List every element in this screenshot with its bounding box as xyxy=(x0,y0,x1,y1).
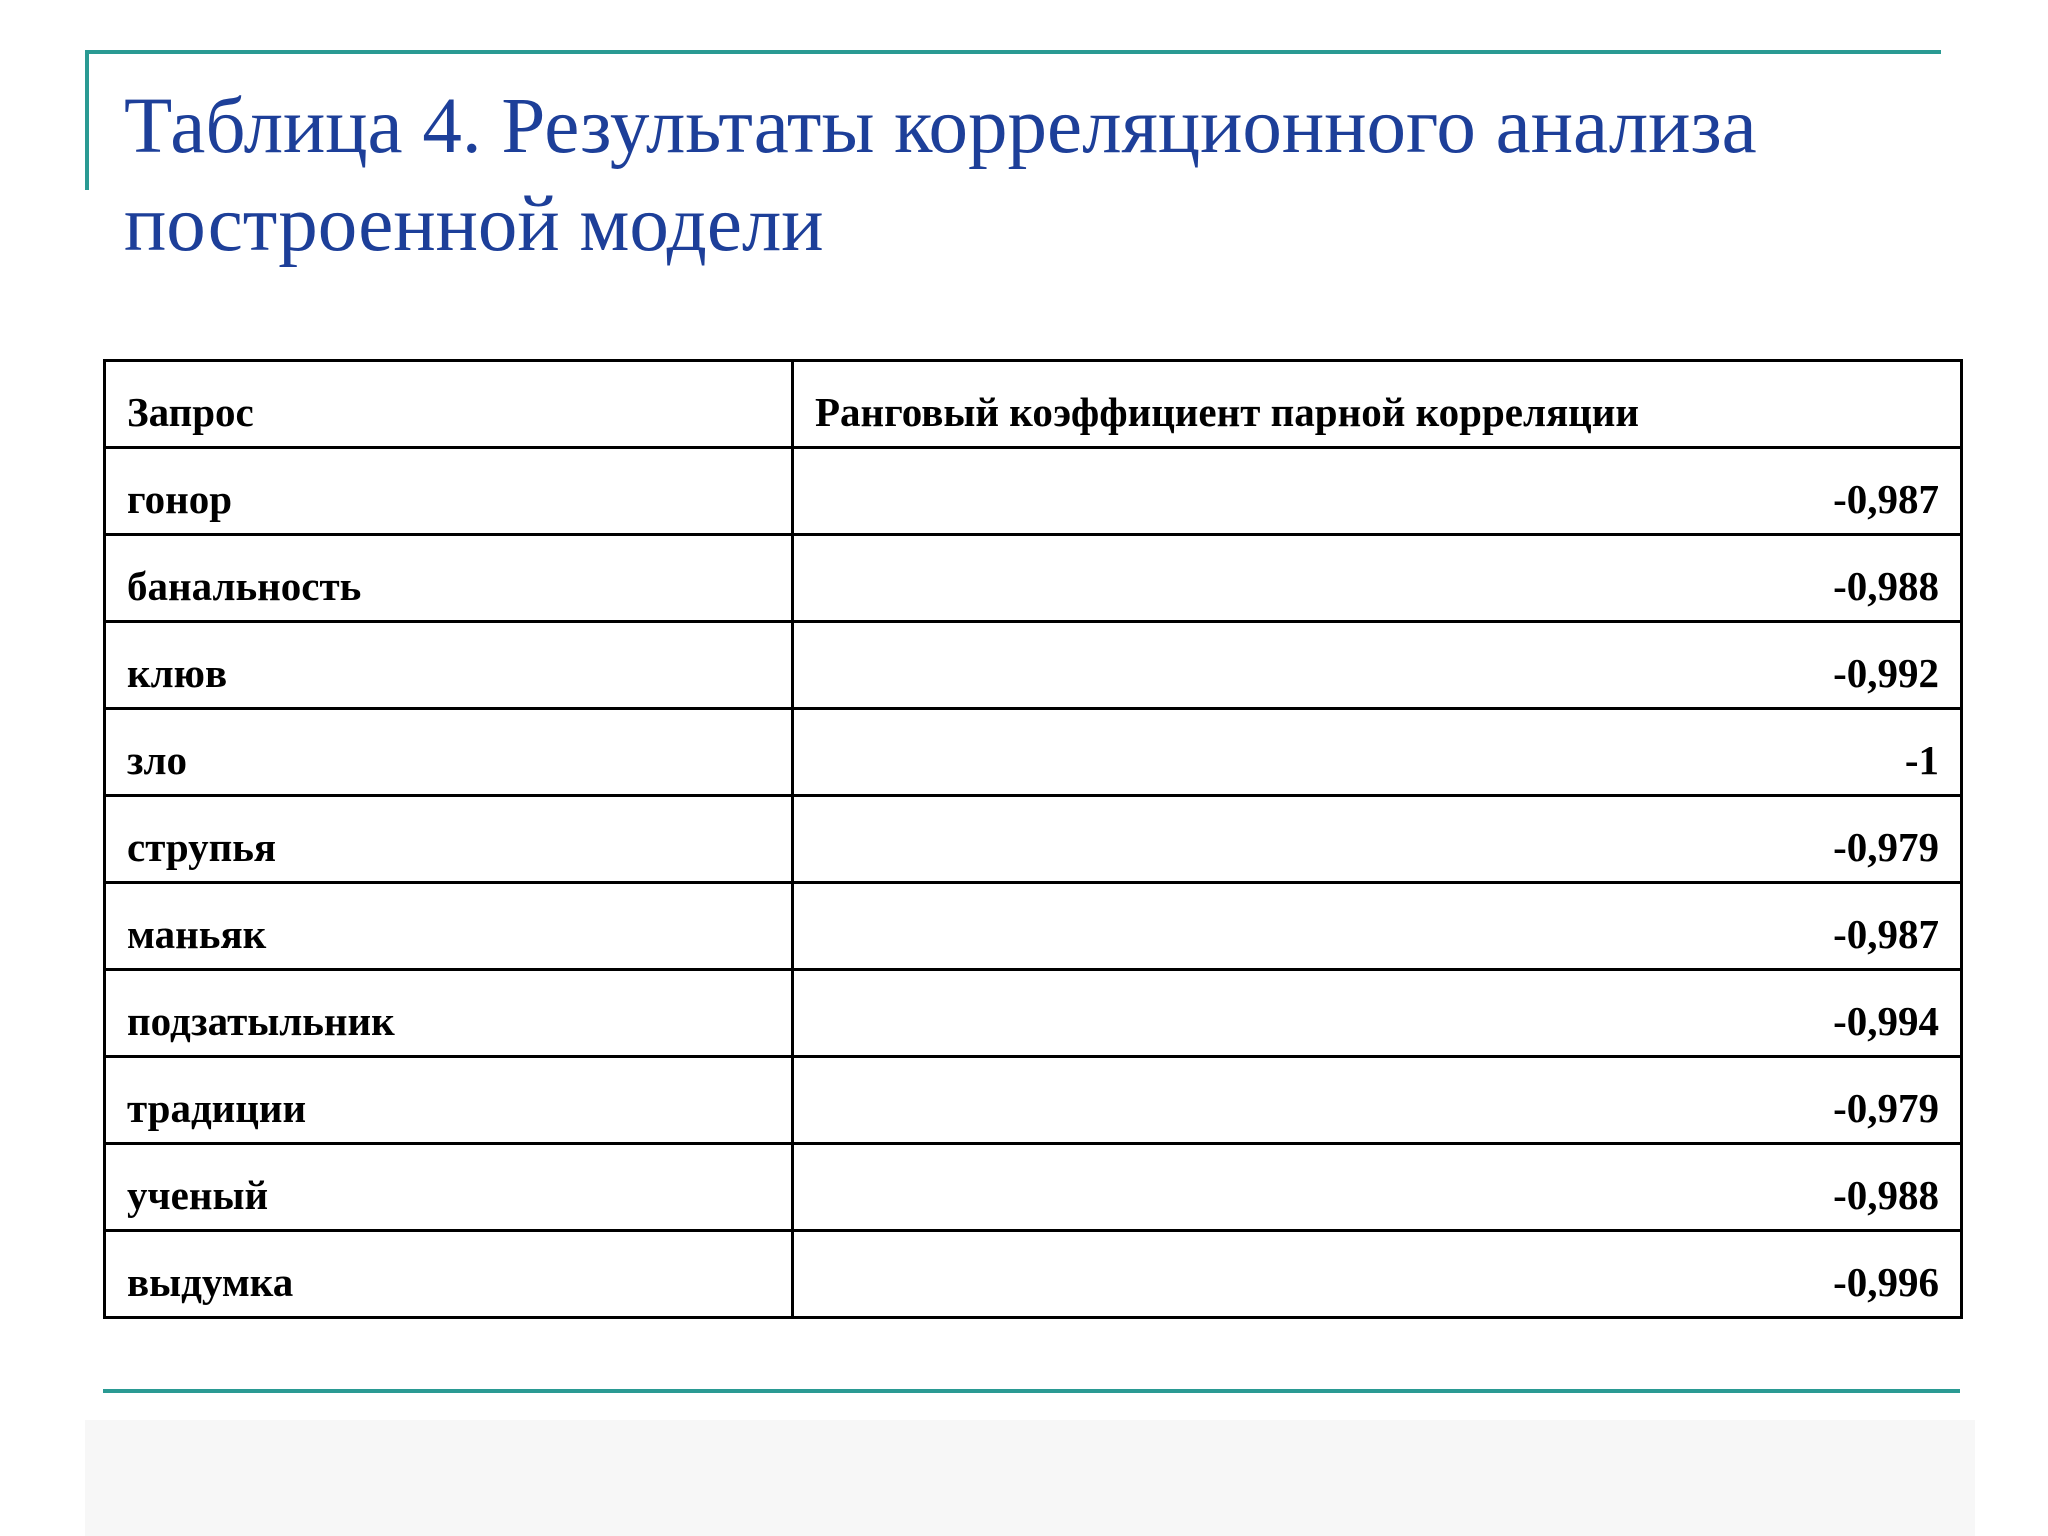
table-row xyxy=(105,1057,1962,1144)
coefficient-cell: -0,987 xyxy=(793,448,1962,535)
accent-line-bottom xyxy=(103,1389,1960,1393)
coefficient-cell: -0,992 xyxy=(793,622,1962,709)
coefficient-cell: -0,979 xyxy=(793,796,1962,883)
query-cell: гонор xyxy=(105,448,793,535)
coefficient-cell: -0,979 xyxy=(793,1057,1962,1144)
query-cell: клюв xyxy=(105,622,793,709)
table-row xyxy=(105,535,1962,622)
query-cell: выдумка xyxy=(105,1231,793,1318)
table-row xyxy=(105,970,1962,1057)
coefficient-cell: -0,987 xyxy=(793,883,1962,970)
slide-title: Таблица 4. Результаты корреляционного анализа построенной модели xyxy=(124,83,1757,268)
table-row xyxy=(105,709,1962,796)
accent-line-left xyxy=(85,50,89,190)
coefficient-cell: -0,988 xyxy=(793,535,1962,622)
header-coefficient: Ранговый коэффициент парной корреляции xyxy=(793,361,1962,448)
query-cell: маньяк xyxy=(105,883,793,970)
query-cell: подзатыльник xyxy=(105,970,793,1057)
query-cell: струпья xyxy=(105,796,793,883)
query-cell: зло xyxy=(105,709,793,796)
table-row xyxy=(105,796,1962,883)
query-cell: традиции xyxy=(105,1057,793,1144)
header-query: Запрос xyxy=(105,361,793,448)
coefficient-cell: -0,988 xyxy=(793,1144,1962,1231)
query-cell: банальность xyxy=(105,535,793,622)
table-row xyxy=(105,1231,1962,1318)
coefficient-cell: -0,996 xyxy=(793,1231,1962,1318)
accent-line-top xyxy=(85,50,1941,54)
slide-bottom-shade xyxy=(85,1420,1975,1536)
correlation-table xyxy=(103,359,1963,1319)
query-cell: ученый xyxy=(105,1144,793,1231)
table-row xyxy=(105,622,1962,709)
table-header-row xyxy=(105,361,1962,448)
coefficient-cell: -1 xyxy=(793,709,1962,796)
coefficient-cell: -0,994 xyxy=(793,970,1962,1057)
table-row xyxy=(105,883,1962,970)
correlation-table-wrapper xyxy=(103,359,1960,1319)
table-row xyxy=(105,1144,1962,1231)
table-row xyxy=(105,448,1962,535)
